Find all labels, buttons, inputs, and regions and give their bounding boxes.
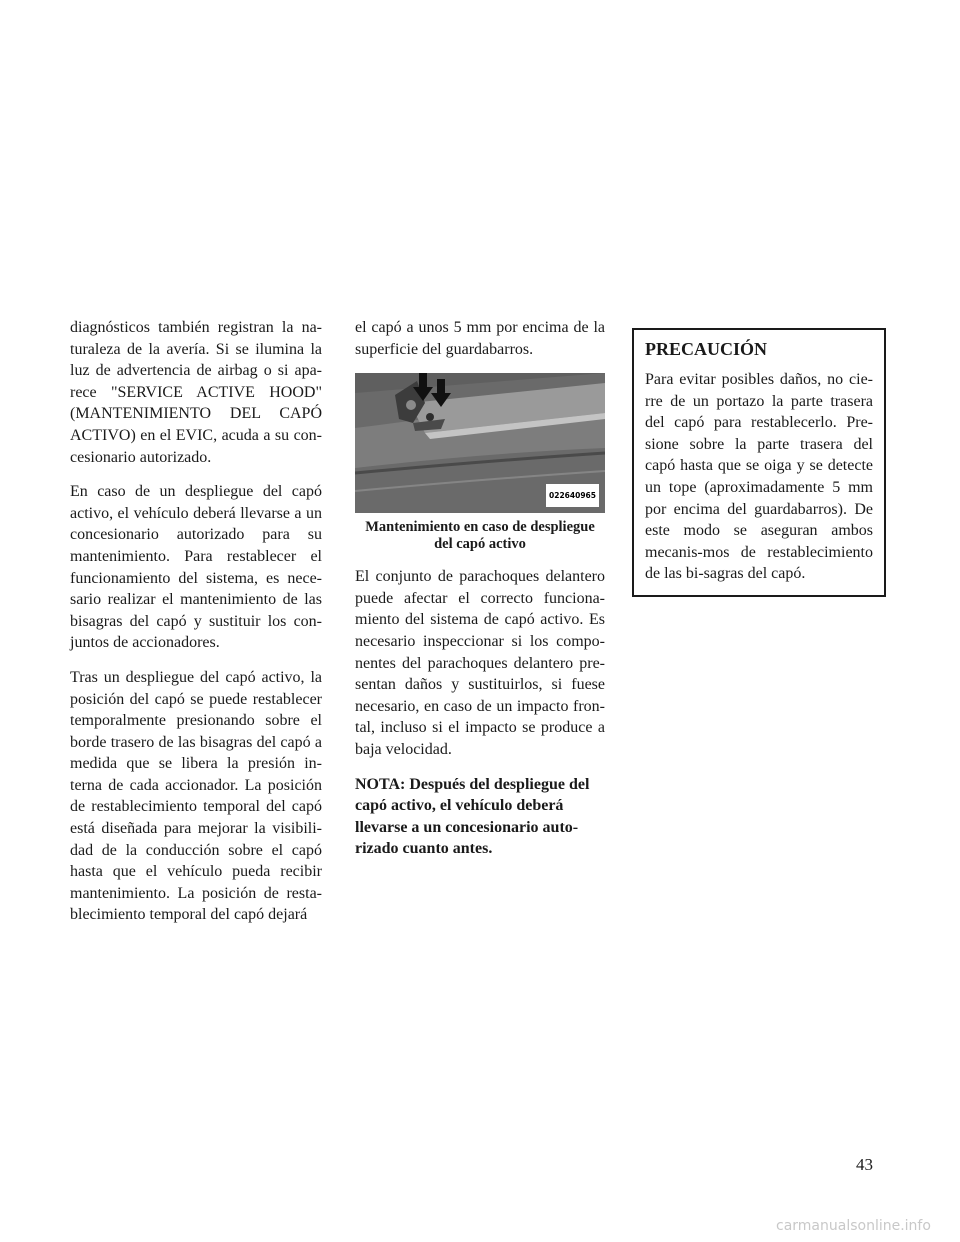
text-column-middle xyxy=(355,317,605,873)
hood-hinge-photo xyxy=(355,373,605,513)
paragraph: diagnósticos también registran la na-turaleza de la avería. Si se ilumina la luz de advertencia de airbag o si apa-rece "SERVICE ACTIVE HOOD" (MANTENIMIENTO DEL CAPÓ ACTIVO) en el EVIC, acuda a su con-cesionario autorizado. xyxy=(70,319,322,466)
figure-code: 022640965 xyxy=(546,484,599,508)
caution-body: Para evitar posibles daños, no cie-rre de un portazo la parte trasera del capó para restablecerlo. Pre-sione sobre la parte trasera del capó hasta que se oiga y se detecte un tope (aproximadamente 5 mm por encima del guardabarros). De este modo se aseguran ambos mecanis-mos de restablecimiento de las bi-sagras del capó. xyxy=(645,371,873,583)
page-number: 43 xyxy=(856,1155,873,1174)
paragraph: En caso de un despliegue del capó activo, el vehículo deberá llevarse a un concesionario autorizado para su mantenimiento. Para restablecer el funcionamiento del sistema, es nece-sario realizar el mantenimiento de las bisagras del capó y sustituir los con-juntos de accionadores. xyxy=(70,483,322,652)
text-column-left xyxy=(70,317,322,939)
figure-caption: Mantenimiento en caso de despliegue del capó activo xyxy=(365,519,595,553)
paragraph: El conjunto de parachoques delantero puede afectar el correcto funciona-miento del sistema de capó activo. Es necesario inspeccionar si los compo-nentes del parachoques delantero pre-sentan daños y sustituirlos, si fuese necesario, en caso de un impacto fron-tal, incluso si el impacto se produce a baja velocidad. xyxy=(355,568,605,758)
note: NOTA: Después del despliegue del capó activo, el vehículo deberá llevarse a un concesionario auto-rizado cuanto antes. xyxy=(355,775,590,858)
paragraph: el capó a unos 5 mm por encima de la superficie del guardabarros. xyxy=(355,319,605,358)
paragraph: Tras un despliegue del capó activo, la posición del capó se puede restablecer temporalmente presionando sobre el borde trasero de las bisagras del capó a medida que se libera la presión in-terna de cada accionador. La posición de restablecimiento temporal del capó está diseñada para mejorar la visibili-dad de la conducción sobre el capó hasta que el vehículo pueda recibir mantenimiento. La posición de resta-blecimiento temporal del capó dejará xyxy=(70,668,322,924)
caution-box xyxy=(632,328,886,597)
caution-title: PRECAUCIÓN xyxy=(645,339,768,359)
watermark: carmanualsonline.info xyxy=(776,1218,931,1234)
